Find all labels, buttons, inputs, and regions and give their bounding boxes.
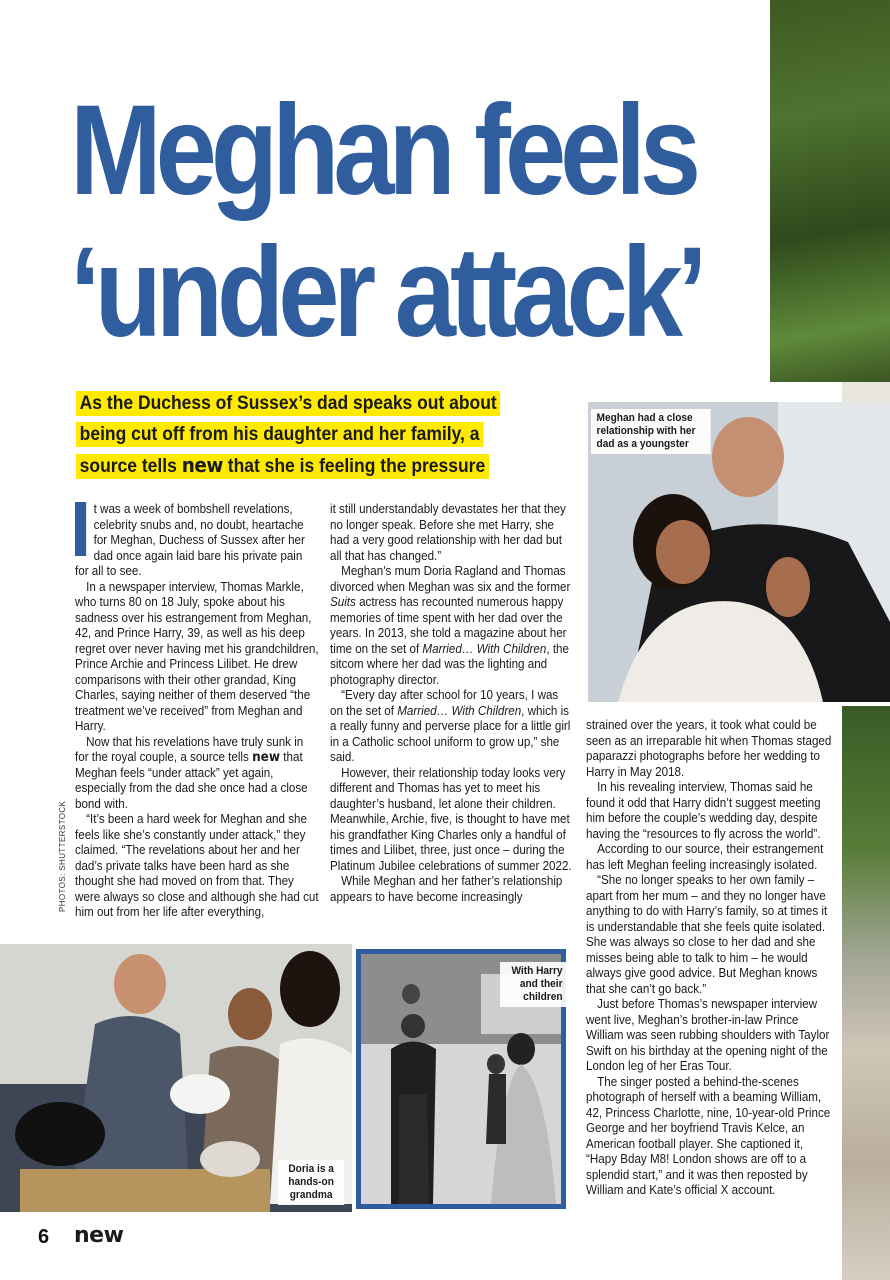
paragraph-text: , which is a really funny and perverse place for a little girl in a Catholic school uniform to grow up,” she said. (330, 703, 571, 764)
paragraph-text: “Every day after school for 10 years, I was on the set of (330, 688, 559, 718)
standfirst (76, 388, 518, 482)
paragraph: In his revealing interview, Thomas said he found it odd that Harry didn’t suggest meeting him before the couple’s wedding day, despite having the “resources to fly across the world”. (586, 780, 821, 841)
paragraph: While Meghan and her father’s relationship appears to have become increasingly (330, 874, 563, 904)
paragraph: “It’s been a hard week for Meghan and she feels like she’s constantly under attack,” they claimed. “The revelations about her and her dad’s private talks have been hard as she thought she had moved on from that. They were always so close and although she had cut him out from her life after everything, (75, 812, 319, 919)
inline-brand-logo: new (252, 750, 281, 765)
paragraph-text: Meghan’s mum Doria Ragland and Thomas divorced when Meghan was six and the former (330, 564, 571, 594)
photo-credit: PHOTOS: SHUTTERSTOCK (58, 800, 67, 912)
paragraph: According to our source, their estrangement has left Meghan feeling increasingly isolated. (586, 842, 824, 872)
paragraph (330, 564, 574, 688)
edge-photo-path (842, 706, 890, 1280)
headline-line-1: Meghan feels (70, 79, 696, 222)
paragraph: Just before Thomas’s newspaper interview went live, Meghan’s brother-in-law Prince William was seen rubbing shoulders with Taylor Swift on his birthday at the opening night of the London leg of her Eras Tour. (586, 997, 830, 1073)
article-column-1 (75, 502, 319, 921)
article-column-3 (586, 718, 837, 1199)
paragraph: However, their relationship today looks very different and Thomas has yet to meet his daughter’s husband, let alone their children. Meanwhile, Archie, five, is thought to have met his grandfather King Charles only a handful of times and Lilibet, three, just once – during the Platinum Jubilee celebrations of summer 2022. (330, 765, 572, 873)
drop-cap-bar (75, 502, 86, 556)
paragraph: it still understandably devastates her that they no longer speak. Before she met Harry, she had a very good relationship with her dad but all that has changed.” (330, 502, 566, 563)
standfirst-text-1: As the Duchess of Sussex’s dad speaks out about being cut off from his daughter and her family, a source tells (79, 393, 497, 477)
paragraph: In a newspaper interview, Thomas Markle, who turns 80 on 18 July, spoke about his sadness over his estrangement from Meghan, 42, and Prince Harry, 39, as well as his deep regret over never having met his grandchildren, Prince Archie and Princess Lilibet. He drew comparisons with their other grandad, King Charles, saying neither of them deserved “the treatment we’ve received” from Meghan and Harry. (75, 579, 319, 733)
paragraph-text: that Meghan feels “under attack” yet again, especially from the dad she once had a close bond with. (75, 750, 308, 811)
caption-walk-photo: With Harry and their children (500, 962, 568, 1007)
italic-title: Suits (330, 595, 356, 609)
italic-title: Married… With Children (422, 641, 547, 656)
paragraph (75, 735, 319, 813)
paragraph (330, 688, 574, 766)
paragraph-text: actress has recounted numerous happy memories of time spent with her dad over the years. In 2013, she told a magazine about her time on the set of (330, 595, 567, 656)
caption-grandma-photo: Doria is a hands-on grandma (278, 1160, 344, 1205)
caption-dad-photo: Meghan had a close relationship with her dad as a youngster (591, 409, 711, 454)
magazine-brand-logo: new (74, 1223, 124, 1248)
article-column-2 (330, 502, 574, 905)
paragraph: t was a week of bombshell revelations, celebrity snubs and, no doubt, heartache for Meghan, Duchess of Sussex after her dad once again laid bare his private pain for all to see. (75, 502, 305, 578)
page-number: 6 (38, 1226, 50, 1248)
paragraph: strained over the years, it took what could be seen as an irreparable hit when Thomas staged paparazzi photographs before her wedding to Harry in May 2018. (586, 718, 832, 779)
italic-title: Married… With Children (397, 703, 522, 718)
headline-line-2: ‘under attack’ (70, 221, 702, 364)
standfirst-text-2: that she is feeling the pressure (227, 456, 486, 477)
paragraph-text: Now that his revelations have truly sunk in for the royal couple, a source tells (75, 734, 304, 764)
paragraph-text: , the sitcom where her dad was the lighting and photography director. (330, 641, 569, 687)
headline (70, 79, 702, 364)
paragraph: “She no longer speaks to her own family – apart from her mum – and they no longer have anything to do with Harry’s family, so at times it is understandable that she feels quite isolated. She was always so close to her dad and she misses being able to talk to him – he would always give good advice. But Meghan knows that she can’t go back.” (586, 873, 828, 996)
standfirst-brand-logo: new (181, 453, 223, 477)
paragraph: The singer posted a behind-the-scenes photograph of herself with a beaming William, 42, Princess Charlotte, nine, 10-year-old Prince George and her boyfriend Travis Kelce, an American football player. She captioned it, “Hapy Bday M8! London shows are off to a splendid start,” and it was then reposted by William and Kate’s official X account. (586, 1074, 831, 1197)
edge-photo-greenery (770, 0, 890, 382)
